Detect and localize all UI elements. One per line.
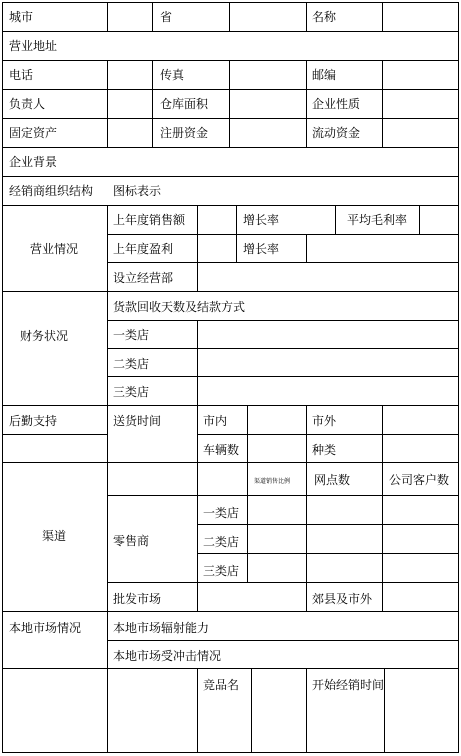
grid-line bbox=[2, 405, 459, 406]
grid-line bbox=[107, 640, 459, 641]
grid-line bbox=[247, 405, 248, 462]
grid-line bbox=[306, 668, 307, 752]
label-start-time: 开始经销时间 bbox=[312, 678, 385, 692]
grid-line bbox=[152, 60, 153, 147]
label-business: 营业情况 bbox=[30, 242, 79, 256]
label-local-market: 本地市场情况 bbox=[9, 621, 82, 635]
grid-line bbox=[306, 234, 307, 262]
grid-line bbox=[152, 2, 153, 31]
label-finance-class1: 一类店 bbox=[113, 328, 150, 342]
label-finance-class2: 二类店 bbox=[113, 357, 150, 371]
label-last-year-sales: 上年度销售额 bbox=[113, 213, 186, 227]
label-finance-class3: 三类店 bbox=[113, 385, 150, 399]
label-payment-terms: 货款回收天数及结款方式 bbox=[113, 300, 246, 314]
grid-line bbox=[382, 405, 383, 611]
grid-line bbox=[229, 2, 230, 31]
grid-line bbox=[335, 205, 336, 234]
label-vehicles: 车辆数 bbox=[203, 443, 240, 457]
grid-line bbox=[419, 205, 420, 234]
label-channel-share: 渠道销售比例 bbox=[254, 478, 291, 485]
label-departments: 设立经营部 bbox=[113, 271, 174, 285]
grid-line bbox=[107, 2, 108, 31]
grid-line bbox=[2, 2, 459, 3]
grid-line bbox=[107, 234, 459, 235]
label-fax: 传真 bbox=[160, 68, 185, 82]
label-city-outer: 市外 bbox=[312, 414, 337, 428]
label-growth-rate-2: 增长率 bbox=[243, 242, 280, 256]
grid-line bbox=[197, 205, 198, 291]
label-wholesale: 批发市场 bbox=[113, 592, 162, 606]
label-radiation: 本地市场辐射能力 bbox=[113, 621, 210, 635]
grid-line bbox=[384, 668, 385, 752]
grid-line bbox=[236, 205, 237, 262]
label-suburbs: 郊县及市外 bbox=[312, 592, 373, 606]
grid-line bbox=[197, 434, 459, 435]
grid-line bbox=[229, 60, 230, 147]
grid-line bbox=[107, 205, 108, 752]
grid-line bbox=[2, 2, 3, 753]
label-registered-capital: 注册资金 bbox=[160, 126, 209, 140]
label-background: 企业背景 bbox=[9, 155, 58, 169]
label-province: 省 bbox=[160, 10, 173, 24]
label-logistics: 后勤支持 bbox=[9, 414, 58, 428]
grid-line bbox=[306, 405, 307, 611]
grid-line bbox=[107, 376, 459, 377]
grid-line bbox=[2, 462, 459, 463]
label-competitor-name: 竞品名 bbox=[203, 678, 240, 692]
label-fixed-assets: 固定资产 bbox=[9, 126, 58, 140]
grid-line bbox=[107, 348, 459, 349]
label-working-capital: 流动资金 bbox=[312, 126, 361, 140]
label-postcode: 邮编 bbox=[312, 68, 337, 82]
label-delivery-time: 送货时间 bbox=[113, 414, 162, 428]
grid-line bbox=[2, 31, 459, 32]
label-name: 名称 bbox=[312, 10, 337, 24]
label-warehouse-area: 仓库面积 bbox=[160, 97, 209, 111]
label-finance: 财务状况 bbox=[20, 329, 69, 343]
grid-line bbox=[2, 89, 459, 90]
grid-line bbox=[2, 668, 459, 669]
label-last-year-profit: 上年度盈利 bbox=[113, 242, 174, 256]
grid-line bbox=[2, 147, 459, 148]
grid-line bbox=[197, 553, 459, 554]
label-retailer: 零售商 bbox=[113, 534, 150, 548]
grid-line bbox=[107, 582, 459, 583]
grid-line bbox=[251, 668, 252, 752]
grid-line bbox=[2, 118, 459, 119]
grid-line bbox=[2, 60, 459, 61]
label-address: 营业地址 bbox=[9, 39, 58, 53]
grid-line bbox=[2, 205, 459, 206]
grid-line bbox=[382, 60, 383, 147]
grid-line bbox=[107, 262, 459, 263]
grid-line bbox=[107, 320, 459, 321]
grid-line bbox=[107, 495, 459, 496]
grid-line bbox=[2, 291, 459, 292]
grid-line bbox=[306, 60, 307, 147]
label-types: 种类 bbox=[312, 443, 337, 457]
label-channel: 渠道 bbox=[42, 529, 67, 543]
label-company-type: 企业性质 bbox=[312, 97, 361, 111]
grid-line bbox=[2, 176, 459, 177]
label-city-inner: 市内 bbox=[203, 414, 228, 428]
label-impact: 本地市场受冲击情况 bbox=[113, 649, 222, 663]
label-city: 城市 bbox=[9, 10, 34, 24]
label-channel-class3: 三类店 bbox=[203, 564, 240, 578]
grid-line bbox=[382, 2, 383, 31]
grid-line bbox=[2, 752, 459, 753]
label-org-structure: 经销商组织结构 bbox=[9, 184, 94, 198]
label-growth-rate-1: 增长率 bbox=[243, 213, 280, 227]
label-avg-gross-margin: 平均毛利率 bbox=[347, 213, 408, 227]
label-phone: 电话 bbox=[9, 68, 34, 82]
grid-line bbox=[197, 668, 198, 752]
grid-line bbox=[458, 2, 459, 753]
label-manager: 负责人 bbox=[9, 97, 46, 111]
grid-line bbox=[197, 320, 198, 405]
label-outlets: 网点数 bbox=[314, 473, 351, 487]
label-channel-class2: 二类店 bbox=[203, 535, 240, 549]
grid-line bbox=[247, 462, 248, 582]
grid-line bbox=[306, 2, 307, 31]
grid-line bbox=[107, 60, 108, 147]
grid-line bbox=[197, 405, 198, 611]
grid-line bbox=[2, 611, 459, 612]
grid-line bbox=[197, 524, 459, 525]
label-company-clients: 公司客户数 bbox=[389, 473, 450, 487]
label-org-chart: 图标表示 bbox=[113, 184, 162, 198]
label-channel-class1: 一类店 bbox=[203, 506, 240, 520]
grid-line bbox=[2, 434, 107, 435]
